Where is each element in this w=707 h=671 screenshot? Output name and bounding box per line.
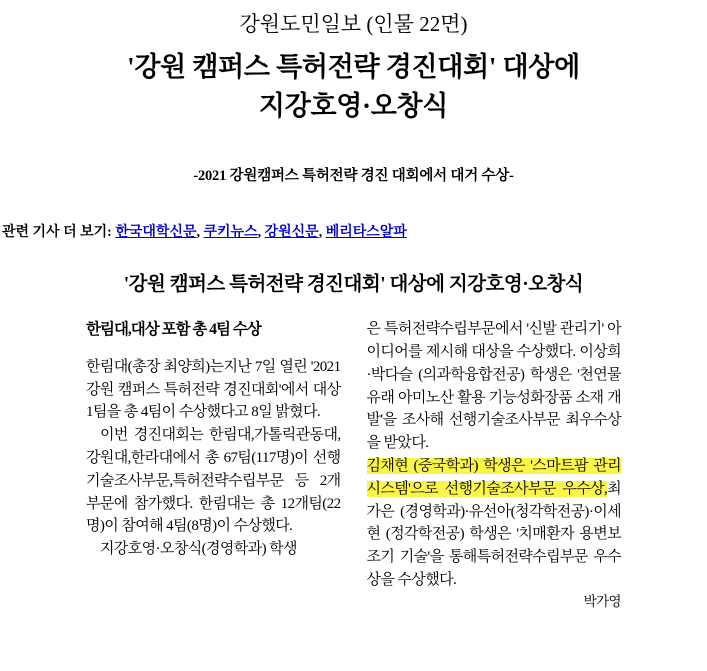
- article-paragraph-highlighted: [367, 455, 622, 592]
- article-right-column: [367, 318, 622, 612]
- related-links: [0, 221, 707, 241]
- subheadline: -2021 강원캠퍼스 특허전략 경진 대회에서 대거 수상-: [193, 168, 514, 185]
- related-separator-1: ,: [196, 225, 204, 241]
- headline-line-1: '강원 캠퍼스 특허전략 경진대회' 대상에: [127, 52, 580, 82]
- article-paragraph-rest: 최가은 (경영학과)·유선아(청각학전공)·이세현 (정각학전공) 학생은 '치매환자 용변보조기 기술'을 통해특허전략수립부문 우수상을 수상했다.: [366, 480, 621, 589]
- page-title: [0, 48, 707, 126]
- related-links-label: 관련 기사 더 보기:: [2, 225, 116, 241]
- related-link-kukinews[interactable]: 쿠키뉴스: [203, 225, 258, 241]
- article-paragraph: 이번 경진대회는 한림대,가톨릭관동대,강원대,한라대에서 총 67팀(117명)이 선행기술조사부문,특허전략수립부문 등 2개 부문에 참가했다. 한림대는 총 12개팀(22명)이 참여해 4팀(8명)이 수상했다.: [86, 427, 341, 535]
- byline: 박가영: [583, 593, 621, 609]
- related-link-veritasalpha[interactable]: 베리타스알파: [325, 225, 407, 241]
- article-left-column: [86, 318, 341, 612]
- headline-line-2: 지강호영·오창식: [258, 91, 449, 122]
- highlight-marker: 김채현 (중국학과) 학생은 '스마트팜 관리 시스템'으로 선행기술조사부문 우수상,: [366, 458, 621, 497]
- document-header: [0, 0, 707, 126]
- article-paragraph: 지강호영·오창식(경영학과) 학생: [100, 541, 297, 558]
- article-clipping: [0, 267, 707, 612]
- source-line: 강원도민일보 (인물 22면): [239, 12, 468, 36]
- article-deck: 한림대,대상 포함 총 4팀 수상: [86, 321, 261, 339]
- related-separator-3: ,: [318, 225, 326, 241]
- related-link-hankookuniv[interactable]: 한국대학신문: [115, 225, 197, 241]
- article-paragraph: 한림대(총장 최양희)는지난 7일 열린 '2021 강원 캠퍼스 특허전략 경진대회'에서 대상 1팀을 총 4팀이 수상했다고 8일 밝혔다.: [86, 358, 341, 421]
- related-separator-2: ,: [257, 225, 265, 241]
- related-link-gangwonsinmun[interactable]: 강원신문: [264, 225, 319, 241]
- article-paragraph: 은 특허전략수립부문에서 '신발 관리기' 아이디어를 제시해 대상을 수상했다. 이상희·박다슬 (의과학융합전공) 학생은 '천연물 유래 아미노산 활용 기능성화장품 소재 개발'을 조사해 선행기술조사부문 최우수상을 받았다.: [366, 321, 621, 452]
- article-title: '강원 캠퍼스 특허전략 경진대회' 대상에 지강호영·오창식: [123, 274, 584, 296]
- article-columns: [8, 318, 699, 612]
